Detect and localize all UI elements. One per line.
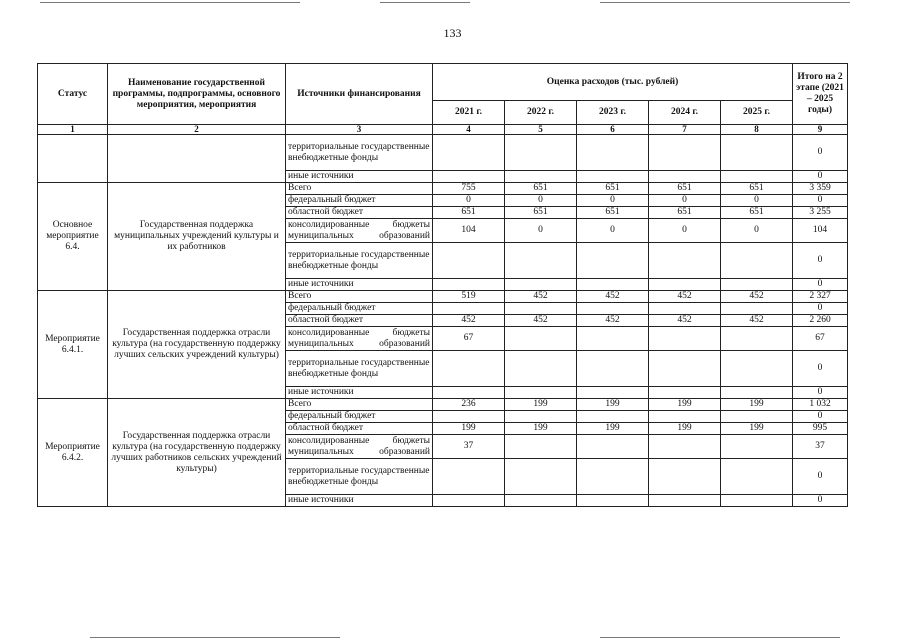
- funding-source: иные источники: [286, 279, 433, 291]
- year-value: [721, 435, 793, 459]
- year-value: [577, 303, 649, 315]
- year-value: 0: [721, 195, 793, 207]
- scan-artifact-bottom-right: [600, 637, 840, 638]
- year-value: [433, 303, 505, 315]
- year-value: 519: [433, 291, 505, 303]
- year-value: 199: [577, 423, 649, 435]
- funding-source: федеральный бюджет: [286, 195, 433, 207]
- year-value: [505, 459, 577, 495]
- name-cell-empty: [108, 135, 286, 183]
- year-value: [577, 279, 649, 291]
- header-total: Итого на 2 этапе (2021 – 2025 годы): [793, 64, 848, 125]
- header-estimate: Оценка расходов (тыс. рублей): [433, 64, 793, 101]
- funding-source: Всего: [286, 291, 433, 303]
- year-value: 104: [433, 219, 505, 243]
- total-value: 0: [793, 411, 848, 423]
- funding-source: областной бюджет: [286, 423, 433, 435]
- total-value: 0: [793, 171, 848, 183]
- column-number: 6: [577, 125, 649, 135]
- header-name: Наименование государственной программы, подпрограммы, основного мероприятия, мероприятия: [108, 64, 286, 125]
- year-value: [721, 135, 793, 171]
- funding-source: федеральный бюджет: [286, 303, 433, 315]
- funding-source: федеральный бюджет: [286, 411, 433, 423]
- total-value: 0: [793, 135, 848, 171]
- year-value: 651: [649, 207, 721, 219]
- year-value: [577, 435, 649, 459]
- total-value: 2 327: [793, 291, 848, 303]
- funding-source: территориальные государственные внебюджетные фонды: [286, 459, 433, 495]
- year-value: 0: [577, 219, 649, 243]
- year-value: [721, 495, 793, 507]
- year-value: [721, 171, 793, 183]
- year-value: [577, 411, 649, 423]
- year-value: 199: [505, 423, 577, 435]
- table-row: [38, 291, 848, 303]
- total-value: 104: [793, 219, 848, 243]
- year-value: 0: [505, 195, 577, 207]
- year-value: 452: [433, 315, 505, 327]
- total-value: 67: [793, 327, 848, 351]
- status-cell-empty: [38, 135, 108, 183]
- total-value: 1 032: [793, 399, 848, 411]
- year-value: [433, 459, 505, 495]
- total-value: 3 255: [793, 207, 848, 219]
- column-number: 5: [505, 125, 577, 135]
- year-value: 0: [649, 219, 721, 243]
- year-value: [433, 279, 505, 291]
- year-value: 452: [577, 291, 649, 303]
- year-value: 452: [649, 315, 721, 327]
- status-cell: Мероприятие 6.4.1.: [38, 291, 108, 399]
- year-value: [721, 351, 793, 387]
- funding-source: иные источники: [286, 495, 433, 507]
- funding-source: консолидированные бюджеты муниципальных образований: [286, 435, 433, 459]
- year-value: [505, 411, 577, 423]
- year-value: [505, 327, 577, 351]
- year-value: [649, 171, 721, 183]
- year-value: [505, 171, 577, 183]
- year-value: [505, 243, 577, 279]
- column-number: 7: [649, 125, 721, 135]
- year-value: [577, 135, 649, 171]
- year-value: [649, 411, 721, 423]
- year-value: [649, 243, 721, 279]
- year-value: [649, 135, 721, 171]
- year-value: [505, 435, 577, 459]
- year-value: [721, 243, 793, 279]
- status-cell: Мероприятие 6.4.2.: [38, 399, 108, 507]
- year-value: 755: [433, 183, 505, 195]
- year-value: [649, 459, 721, 495]
- year-value: [577, 351, 649, 387]
- year-value: 67: [433, 327, 505, 351]
- year-value: 651: [721, 207, 793, 219]
- year-value: [433, 243, 505, 279]
- header-year: 2023 г.: [577, 101, 649, 125]
- year-value: 651: [577, 183, 649, 195]
- year-value: 651: [505, 183, 577, 195]
- year-value: 651: [505, 207, 577, 219]
- funding-source: территориальные государственные внебюджетные фонды: [286, 351, 433, 387]
- year-value: [721, 279, 793, 291]
- funding-source: территориальные государственные внебюджетные фонды: [286, 243, 433, 279]
- funding-source: областной бюджет: [286, 207, 433, 219]
- funding-source: территориальные государственные внебюджетные фонды: [286, 135, 433, 171]
- year-value: 651: [721, 183, 793, 195]
- column-number: 8: [721, 125, 793, 135]
- total-value: 0: [793, 243, 848, 279]
- scan-artifact-top-left: [40, 2, 300, 3]
- header-year: 2024 г.: [649, 101, 721, 125]
- year-value: 452: [505, 291, 577, 303]
- year-value: 0: [721, 219, 793, 243]
- year-value: 651: [577, 207, 649, 219]
- year-value: [505, 495, 577, 507]
- header-year: 2022 г.: [505, 101, 577, 125]
- year-value: [649, 327, 721, 351]
- scan-artifact-bottom-left: [90, 637, 340, 638]
- column-number: 3: [286, 125, 433, 135]
- year-value: 452: [649, 291, 721, 303]
- funding-source: Всего: [286, 183, 433, 195]
- funding-source: консолидированные бюджеты муниципальных образований: [286, 219, 433, 243]
- total-value: 37: [793, 435, 848, 459]
- year-value: [649, 495, 721, 507]
- year-value: [505, 351, 577, 387]
- total-value: 2 260: [793, 315, 848, 327]
- year-value: 0: [577, 195, 649, 207]
- total-value: 3 359: [793, 183, 848, 195]
- column-number: 9: [793, 125, 848, 135]
- funding-source: консолидированные бюджеты муниципальных образований: [286, 327, 433, 351]
- year-value: 199: [505, 399, 577, 411]
- year-value: [721, 303, 793, 315]
- year-value: [577, 243, 649, 279]
- funding-source: Всего: [286, 399, 433, 411]
- year-value: [433, 387, 505, 399]
- header-year: 2021 г.: [433, 101, 505, 125]
- total-value: 0: [793, 195, 848, 207]
- year-value: 452: [721, 315, 793, 327]
- funding-source: областной бюджет: [286, 315, 433, 327]
- column-number-row: [38, 125, 848, 135]
- year-value: [649, 279, 721, 291]
- header-year: 2025 г.: [721, 101, 793, 125]
- year-value: [721, 387, 793, 399]
- total-value: 0: [793, 279, 848, 291]
- year-value: 199: [649, 423, 721, 435]
- year-value: 37: [433, 435, 505, 459]
- year-value: [577, 495, 649, 507]
- total-value: 0: [793, 303, 848, 315]
- year-value: 452: [577, 315, 649, 327]
- year-value: 651: [649, 183, 721, 195]
- header-status: Статус: [38, 64, 108, 125]
- program-name-cell: Государственная поддержка отрасли культура (на государственную поддержку лучших работников сельских учреждений культуры): [108, 399, 286, 507]
- year-value: 0: [505, 219, 577, 243]
- year-value: [433, 171, 505, 183]
- year-value: [505, 303, 577, 315]
- year-value: [649, 387, 721, 399]
- year-value: [577, 171, 649, 183]
- year-value: [577, 387, 649, 399]
- year-value: 452: [721, 291, 793, 303]
- year-value: [505, 279, 577, 291]
- total-value: 0: [793, 387, 848, 399]
- year-value: 651: [433, 207, 505, 219]
- scan-artifact-top-right: [600, 2, 850, 3]
- year-value: [433, 135, 505, 171]
- year-value: [505, 135, 577, 171]
- scan-artifact-top-mid: [380, 2, 470, 3]
- year-value: 0: [649, 195, 721, 207]
- program-name-cell: Государственная поддержка муниципальных учреждений культуры и их работников: [108, 183, 286, 291]
- budget-table: [37, 63, 848, 507]
- funding-source: иные источники: [286, 387, 433, 399]
- year-value: [433, 351, 505, 387]
- status-cell: Основное мероприятие 6.4.: [38, 183, 108, 291]
- total-value: 0: [793, 495, 848, 507]
- year-value: [721, 459, 793, 495]
- page-number: 133: [443, 26, 462, 40]
- year-value: 236: [433, 399, 505, 411]
- year-value: [505, 387, 577, 399]
- year-value: [721, 411, 793, 423]
- table-row: [38, 399, 848, 411]
- year-value: [649, 435, 721, 459]
- total-value: 0: [793, 459, 848, 495]
- funding-source: иные источники: [286, 171, 433, 183]
- year-value: [433, 411, 505, 423]
- year-value: 452: [505, 315, 577, 327]
- column-number: 4: [433, 125, 505, 135]
- year-value: [577, 327, 649, 351]
- year-value: [433, 495, 505, 507]
- year-value: 199: [577, 399, 649, 411]
- year-value: [721, 327, 793, 351]
- year-value: 199: [721, 423, 793, 435]
- year-value: [577, 459, 649, 495]
- table-row: [38, 135, 848, 171]
- total-value: 995: [793, 423, 848, 435]
- program-name-cell: Государственная поддержка отрасли культура (на государственную поддержку лучших сельских учреждений культуры): [108, 291, 286, 399]
- year-value: 199: [433, 423, 505, 435]
- year-value: 199: [721, 399, 793, 411]
- header-sources: Источники финансирования: [286, 64, 433, 125]
- year-value: 199: [649, 399, 721, 411]
- column-number: 1: [38, 125, 108, 135]
- year-value: [649, 351, 721, 387]
- year-value: 0: [433, 195, 505, 207]
- total-value: 0: [793, 351, 848, 387]
- table-row: [38, 183, 848, 195]
- year-value: [649, 303, 721, 315]
- column-number: 2: [108, 125, 286, 135]
